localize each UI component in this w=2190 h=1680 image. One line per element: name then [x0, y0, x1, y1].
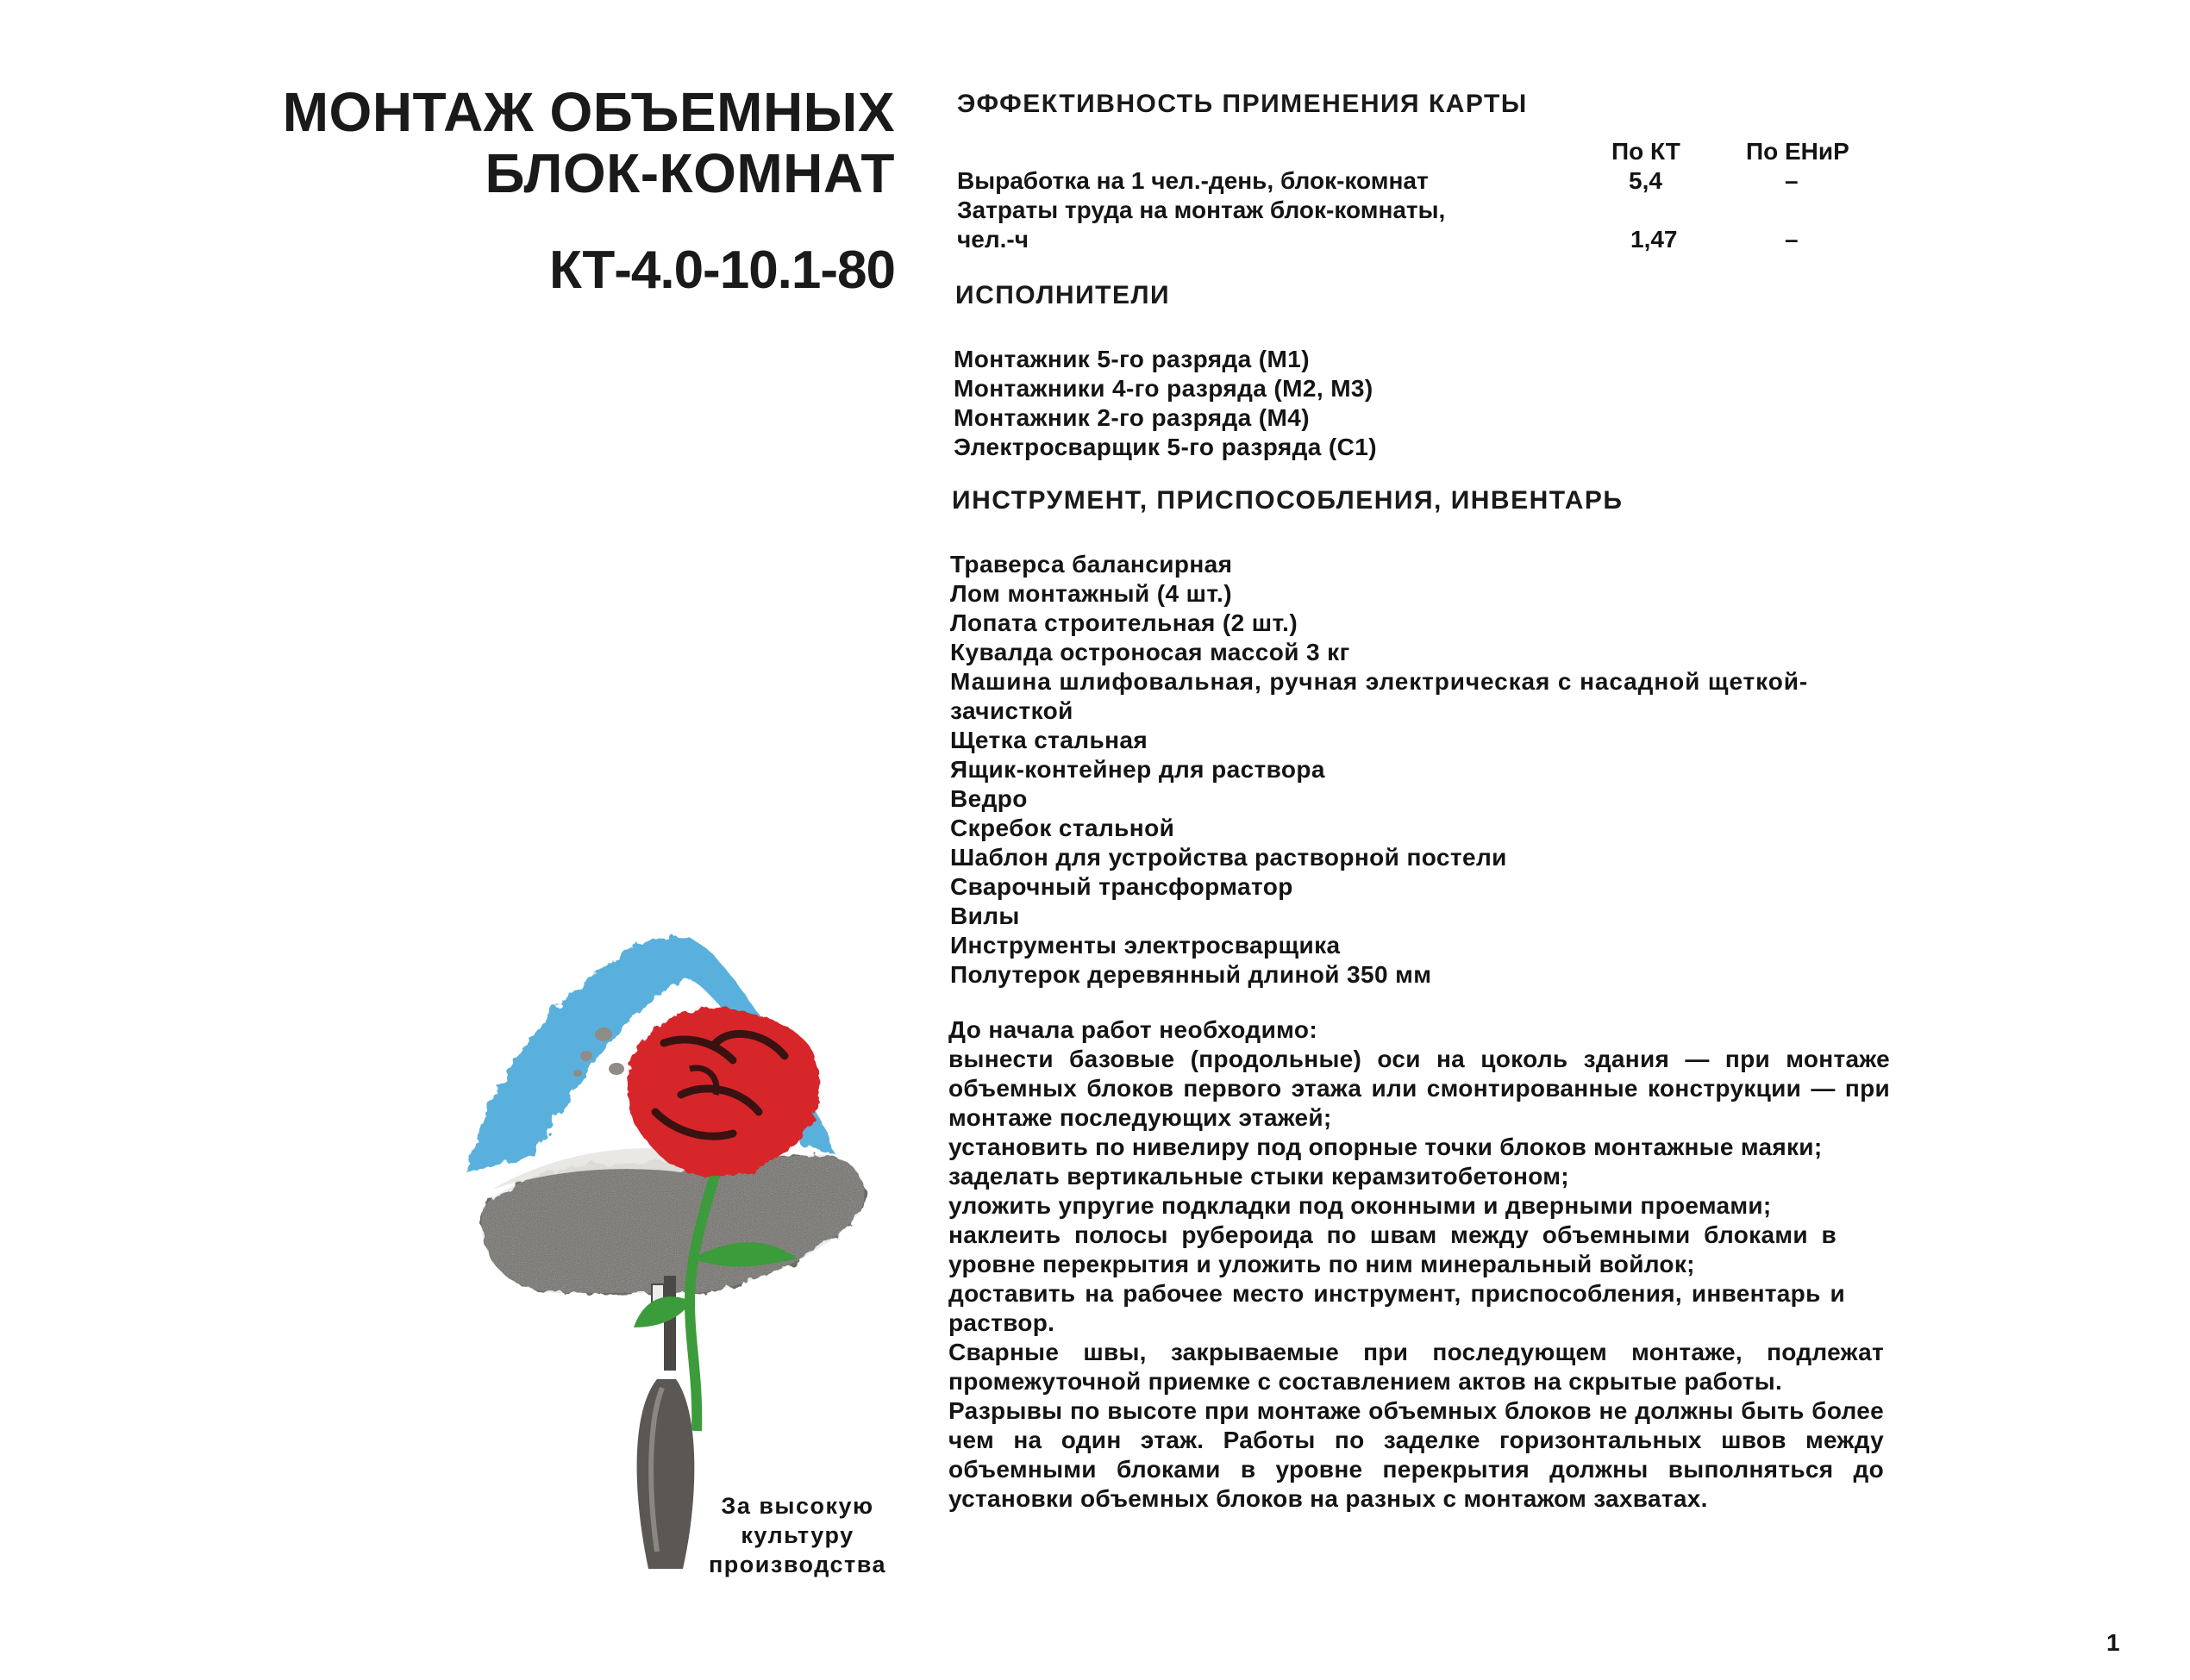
preparation-paragraph: Разрывы по высоте при монтаже объемных блоков не должны быть более чем на один этаж. Работы по заделке горизонтальных швов между объемными блоками в уровне перекрытия должны выполняться до установки объемных блоков на разных с монтажом захватах.: [948, 1397, 1884, 1512]
title-line-1: МОНТАЖ ОБЪЕМНЫХ: [282, 81, 895, 143]
performers-heading: ИСПОЛНИТЕЛИ: [955, 281, 1171, 309]
right-column: [947, 90, 1904, 1514]
preparation-paragraph: доставить на рабочее место инструмент, приспособления, инвентарь и раствор.: [948, 1280, 1845, 1336]
tool-item: Траверса балансирная: [950, 551, 1233, 578]
caption-line-2: культуру: [741, 1522, 854, 1548]
tool-item: Лом монтажный (4 шт.): [950, 580, 1232, 607]
tool-item: зачисткой: [950, 697, 1073, 724]
tool-item: Щетка стальная: [950, 727, 1148, 753]
document-title: [283, 82, 895, 204]
trowel-rose-illustration: [457, 896, 888, 1577]
page-number: 1: [2106, 1629, 2120, 1656]
column-header-enir: По ЕНиР: [1746, 138, 1849, 165]
tool-item: Скребок стальной: [950, 815, 1175, 841]
preparation-intro: До начала работ необходимо:: [948, 1016, 1318, 1043]
preparation-paragraph: Сварные швы, закрываемые при последующем монтаже, подлежат промежуточной приемке с составлением актов на скрытые работы.: [948, 1339, 1884, 1395]
tool-item: Инструменты электросварщика: [950, 932, 1341, 959]
tools-list: [950, 550, 1904, 990]
performer-item: Монтажник 5-го разряда (М1): [954, 346, 1310, 372]
tools-heading: ИНСТРУМЕНТ, ПРИСПОСОБЛЕНИЯ, ИНВЕНТАРЬ: [952, 486, 1624, 515]
performer-item: Электросварщик 5-го разряда (С1): [954, 434, 1377, 460]
efficiency-table: [947, 138, 1904, 259]
row-labor-kt: 1,47: [1630, 226, 1678, 253]
tool-item: Вилы: [950, 902, 1020, 929]
tool-item: Полутерок деревянный длиной 350 мм: [950, 961, 1432, 988]
row-output-enir: –: [1785, 167, 1799, 194]
preparation-paragraph: установить по нивелиру под опорные точки блоков монтажные маяки;: [948, 1134, 1823, 1160]
column-header-kt: По КТ: [1611, 138, 1680, 165]
tool-item: Сварочный трансформатор: [950, 873, 1293, 900]
row-label-labor-line-1: Затраты труда на монтаж блок-комнаты,: [957, 197, 1446, 223]
tool-item: Лопата строительная (2 шт.): [950, 609, 1298, 636]
performer-item: Монтажники 4-го разряда (М2, М3): [954, 375, 1373, 402]
row-label-labor-line-2: чел.-ч: [957, 226, 1029, 253]
preparation-paragraph: вынести базовые (продольные) оси на цоколь здания — при монтаже объемных блоков первого этажа или смонтированные конструкции — при монтаже последующих этажей;: [948, 1046, 1890, 1131]
row-output-kt: 5,4: [1629, 167, 1662, 194]
preparation-paragraph: заделать вертикальные стыки керамзитобетоном;: [948, 1163, 1569, 1190]
title-line-2: БЛОК-КОМНАТ: [485, 142, 895, 204]
tool-item: Кувалда остроносая массой 3 кг: [950, 639, 1350, 665]
preparation-paragraph: наклеить полосы рубероида по швам между объемными блоками в уровне перекрытия и уложить по ним минеральный войлок;: [948, 1221, 1836, 1277]
performer-item: Монтажник 2-го разряда (М4): [954, 404, 1310, 431]
caption-line-3: производства: [709, 1552, 886, 1577]
caption-line-1: За высокую: [721, 1493, 874, 1519]
tool-item: Шаблон для устройства растворной постели: [950, 844, 1507, 871]
trowel-blade: [481, 1148, 864, 1293]
preparation-section: [948, 1015, 1890, 1514]
performers-list: [954, 345, 1904, 462]
document-code: КТ-4.0-10.1-80: [548, 240, 895, 300]
tool-item: Машина шлифовальная, ручная электрическая с насадной щеткой-: [950, 668, 1809, 695]
tool-item: Ящик-контейнер для раствора: [950, 756, 1325, 783]
tool-item: Ведро: [950, 785, 1028, 812]
row-label-output: Выработка на 1 чел.-день, блок-комнат: [957, 167, 1429, 194]
preparation-paragraph: уложить упругие подкладки под оконными и дверными проемами;: [948, 1192, 1772, 1219]
illustration-caption: [690, 1491, 905, 1579]
efficiency-heading: ЭФФЕКТИВНОСТЬ ПРИМЕНЕНИЯ КАРТЫ: [957, 90, 1528, 118]
row-labor-enir: –: [1785, 226, 1799, 253]
